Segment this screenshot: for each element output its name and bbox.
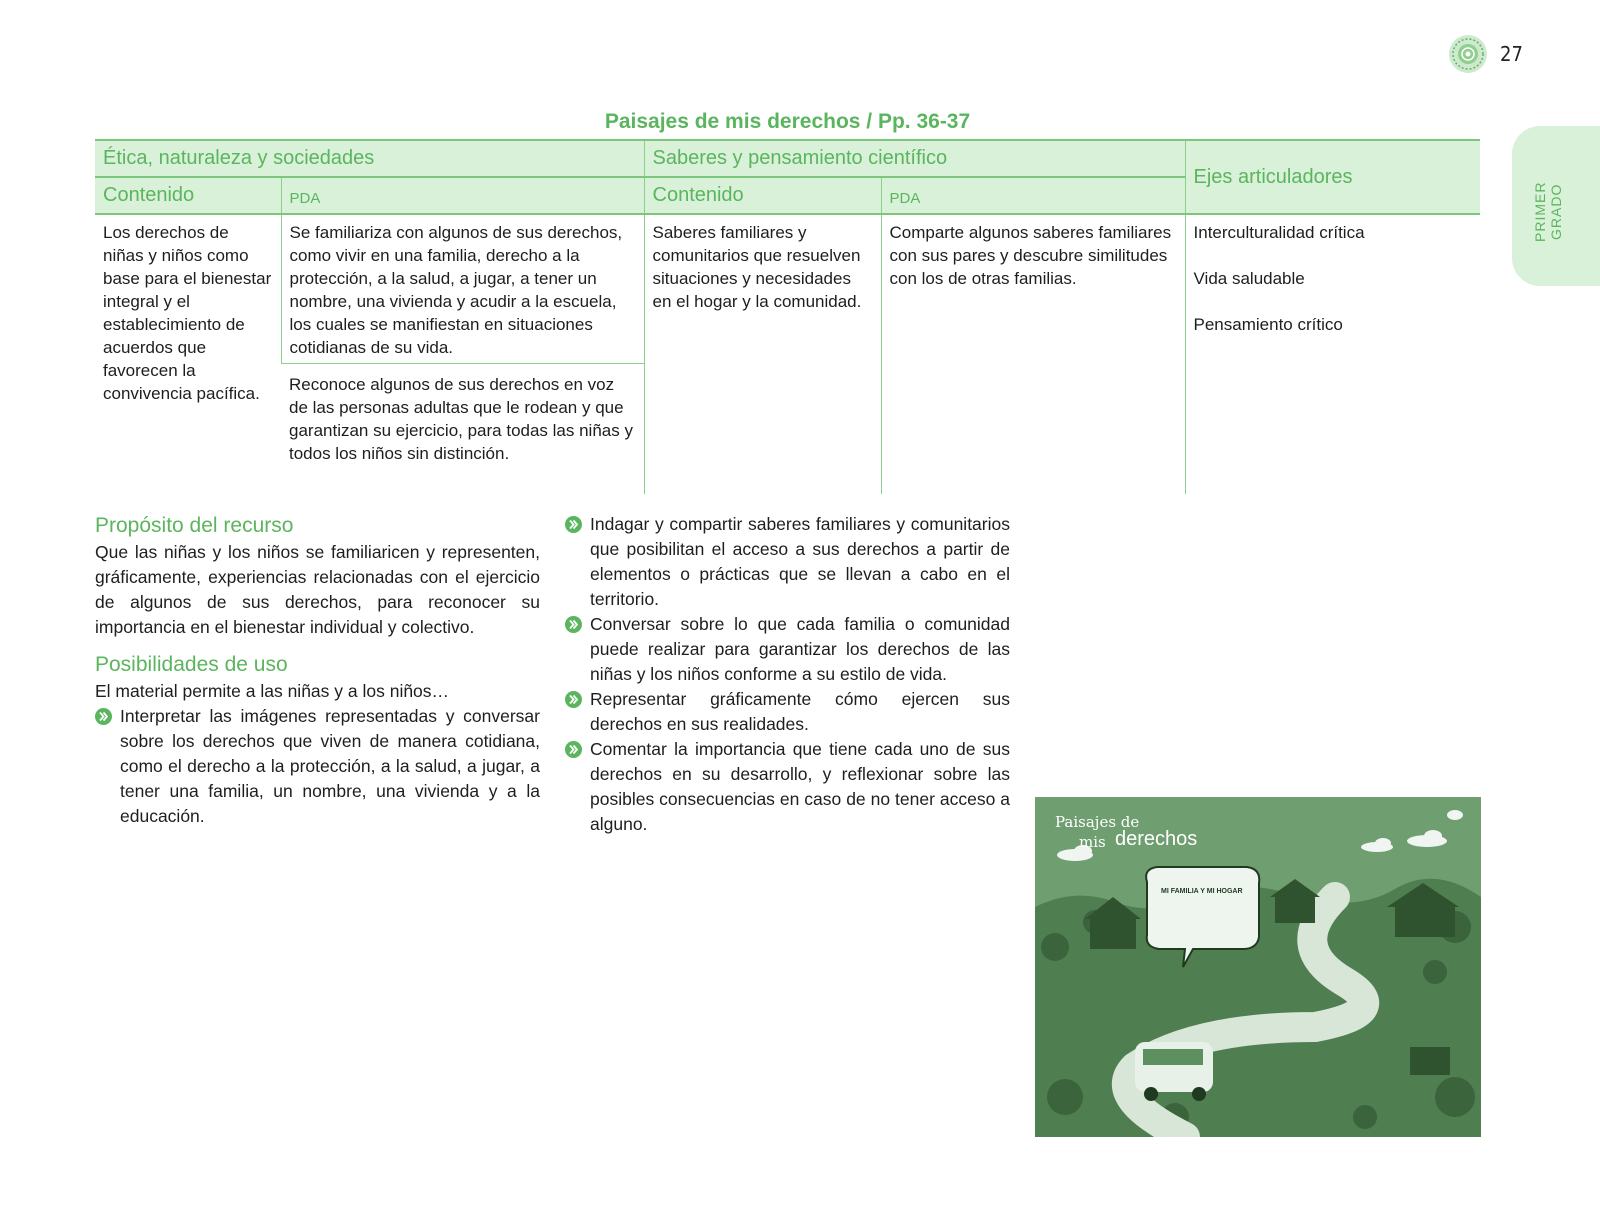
list-item-text: Interpretar las imágenes representadas y conversar sobre los derechos que viven de manera cotidiana, como el derecho a la protección, a la salud, a jugar, a tener una familia, un nombre, una vivienda y a la educación. bbox=[120, 706, 540, 826]
list-item bbox=[565, 612, 1010, 687]
header-ejes: Ejes articuladores bbox=[1185, 140, 1480, 214]
subheader-saberes-pda: PDA bbox=[881, 177, 1185, 214]
grade-tab-label: PRIMER GRADO bbox=[1532, 181, 1564, 243]
list-item-text: Conversar sobre lo que cada familia o comunidad puede realizar para garantizar los derechos de las niñas y los niños conforme a su estilo de vida. bbox=[590, 614, 1010, 684]
proposito-text: Que las niñas y los niños se familiaricen y representen, gráficamente, experiencias relacionadas con el ejercicio de algunos de sus derechos, para reconocer su importancia en el bienestar individual y colectivo. bbox=[95, 542, 540, 637]
cell-etica-contenido: Los derechos de niñas y niños como base para el bienestar integral y el establecimiento de acuerdos que favorecen la convivencia pacífica. bbox=[103, 223, 272, 403]
list-item bbox=[565, 737, 1010, 837]
middle-column bbox=[565, 512, 1010, 837]
subheader-etica-pda: PDA bbox=[281, 177, 644, 214]
eje-item: Pensamiento crítico bbox=[1193, 315, 1343, 334]
illustration-title-mis: mis bbox=[1079, 833, 1106, 851]
cell-ejes bbox=[1185, 214, 1480, 494]
page-number: 27 bbox=[1500, 42, 1523, 66]
header-saberes: Saberes y pensamiento científico bbox=[644, 140, 1185, 177]
header-etica: Ética, naturaleza y sociedades bbox=[95, 140, 644, 177]
cell-etica-pda-1: Se familiariza con algunos de sus derechos, como vivir en una familia, derecho a la protección, a la salud, a jugar, a tener un nombre, una vivienda y acudir a la escuela, los cuales se manifiestan en situaciones cotidianas de su vida. bbox=[281, 214, 644, 364]
landscape-illustration bbox=[1035, 797, 1481, 1137]
eje-item: Interculturalidad crítica bbox=[1193, 223, 1365, 242]
list-item-text: Indagar y compartir saberes familiares y comunitarios que posibilitan el acceso a sus derechos a partir de elementos o prácticas que se llevan a cabo en el territorio. bbox=[590, 514, 1010, 609]
list-item-text: Comentar la importancia que tiene cada uno de sus derechos en su desarrollo, y reflexionar sobre las posibles consecuencias en caso de no tener acceso a alguno. bbox=[590, 739, 1010, 834]
curriculum-table bbox=[95, 139, 1480, 494]
double-chevron-icon bbox=[565, 616, 582, 633]
double-chevron-icon bbox=[565, 741, 582, 758]
left-column bbox=[95, 512, 540, 829]
double-chevron-icon bbox=[95, 708, 112, 725]
cell-saberes-pda: Comparte algunos saberes familiares con sus pares y descubre similitudes con los de otras familias. bbox=[881, 214, 1185, 494]
subheader-saberes-contenido: Contenido bbox=[644, 177, 881, 214]
double-chevron-icon bbox=[565, 691, 582, 708]
bubble-text: MI FAMILIA Y MI HOGAR bbox=[1161, 888, 1243, 895]
list-item bbox=[95, 704, 540, 829]
cell-etica-pda-2: Reconoce algunos de sus derechos en voz de las personas adultas que le rodean y que garantizan su ejercicio, para todas las niñas y todos los niños sin distinción. bbox=[289, 375, 633, 463]
double-chevron-icon bbox=[565, 516, 582, 533]
proposito-heading: Propósito del recurso bbox=[95, 514, 294, 537]
list-item bbox=[565, 512, 1010, 612]
table-title: Paisajes de mis derechos / Pp. 36-37 bbox=[604, 110, 971, 133]
list-item bbox=[565, 687, 1010, 737]
eje-item: Vida saludable bbox=[1193, 269, 1305, 288]
list-item-text: Representar gráficamente cómo ejercen sus derechos en sus realidades. bbox=[590, 689, 1010, 734]
page-number-area bbox=[1448, 34, 1523, 74]
sun-emblem-icon bbox=[1448, 34, 1488, 74]
subheader-etica-contenido: Contenido bbox=[95, 177, 281, 214]
cell-saberes-contenido: Saberes familiares y comunitarios que resuelven situaciones y necesidades en el hogar y la comunidad. bbox=[644, 214, 881, 494]
posibilidades-heading: Posibilidades de uso bbox=[95, 653, 288, 676]
illustration-title-derechos: derechos bbox=[1115, 828, 1198, 850]
posibilidades-intro: El material permite a las niñas y a los niños… bbox=[95, 681, 450, 701]
illustration-title-line1: Paisajes de bbox=[1055, 813, 1140, 831]
